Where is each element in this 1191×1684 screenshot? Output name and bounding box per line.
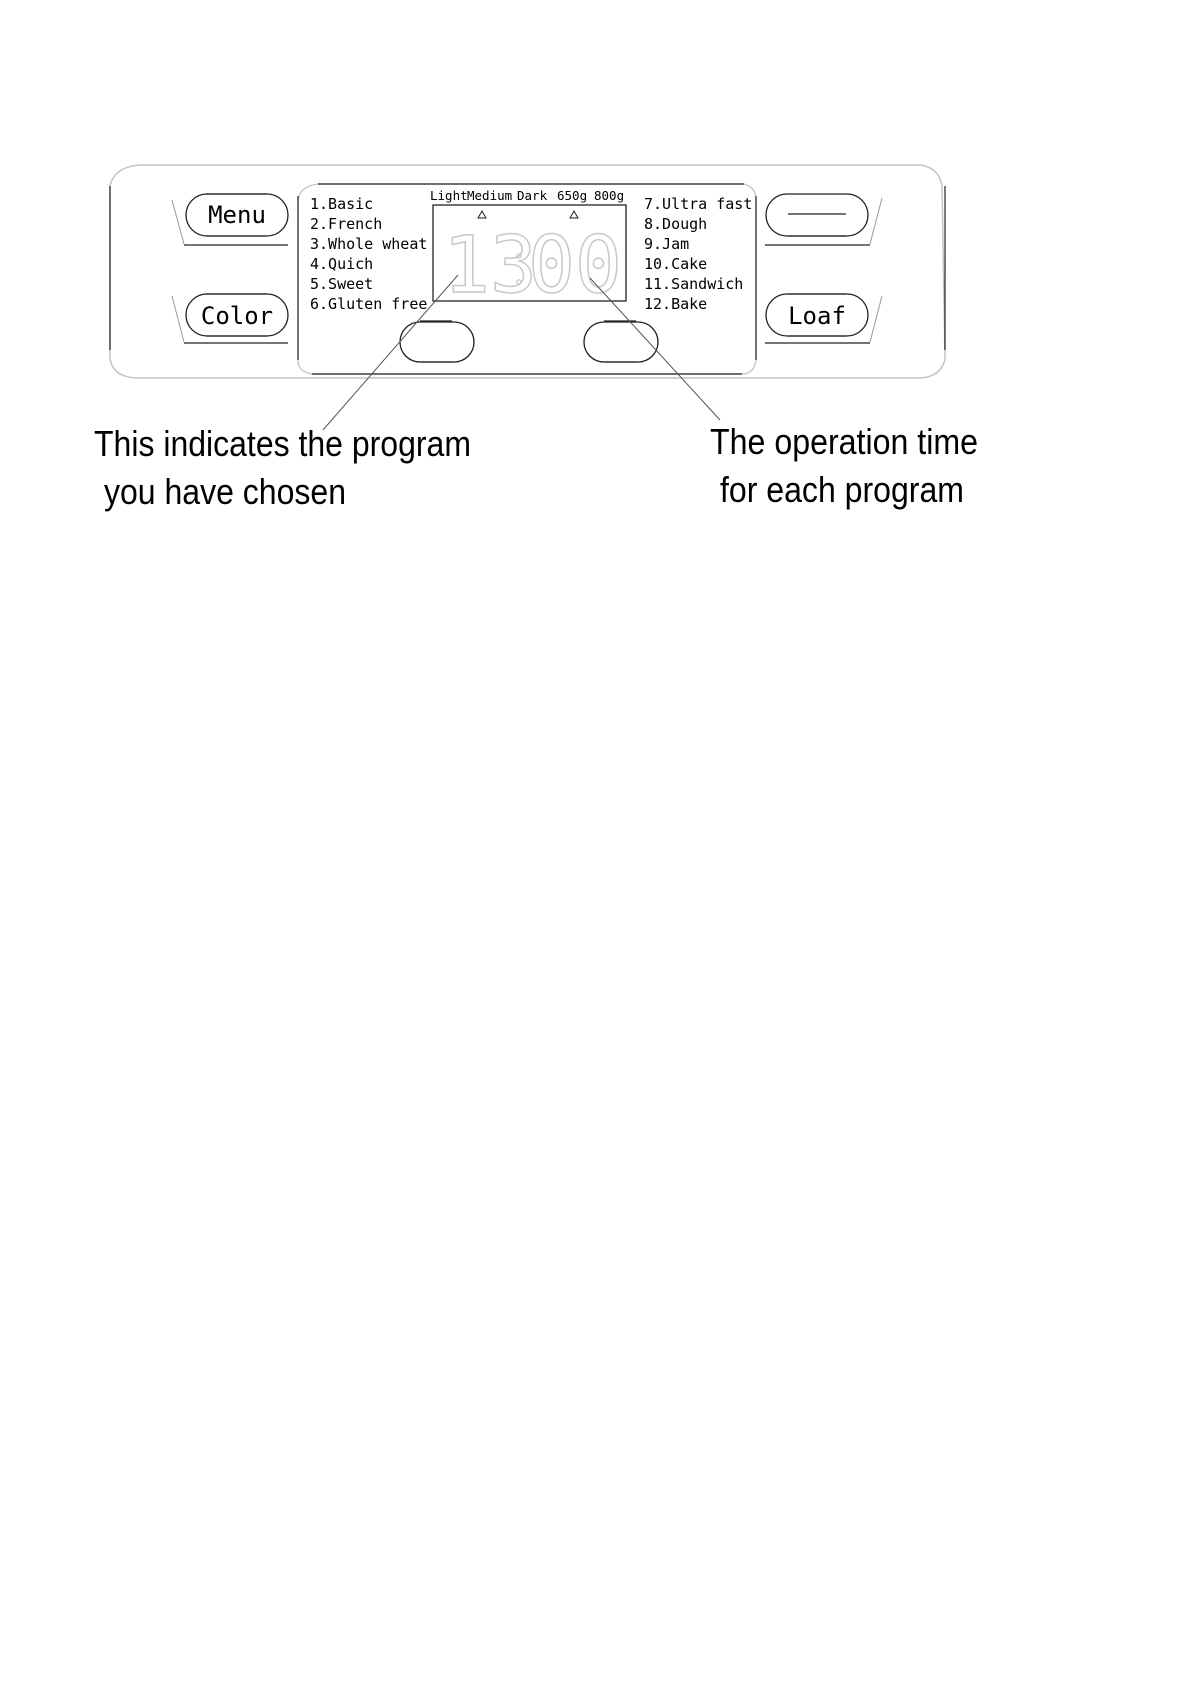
loaf-button[interactable] xyxy=(766,294,868,336)
menu-bevel-left xyxy=(172,200,184,244)
color-button[interactable] xyxy=(186,294,288,336)
program-item: 6.Gluten free xyxy=(310,295,428,313)
program-item: 3.Whole wheat xyxy=(310,235,428,253)
program-item: 10.Cake xyxy=(644,255,708,273)
weight-label-650g: 650g xyxy=(557,188,588,203)
color-button-label: Color xyxy=(200,302,274,330)
program-item: 8.Dough xyxy=(644,215,708,233)
program-list-left xyxy=(310,195,427,313)
program-item: 11.Sandwich xyxy=(644,275,744,293)
crust-label-medium: Medium xyxy=(467,188,513,203)
loaf-button-label: Loaf xyxy=(788,302,846,330)
callout-right-line-1: The operation time xyxy=(710,421,978,462)
top-right-button[interactable] xyxy=(766,194,868,236)
menu-button[interactable] xyxy=(186,194,288,236)
medium-indicator-triangle xyxy=(478,211,486,218)
program-item: 1.Basic xyxy=(310,195,374,213)
program-item: 2.French xyxy=(310,215,383,233)
crust-label-dark: Dark xyxy=(517,188,548,203)
menu-button-label: Menu xyxy=(208,201,266,229)
color-bevel-left xyxy=(172,296,184,342)
callout-right-line-2: for each program xyxy=(720,469,964,510)
bottom-left-oval-button[interactable] xyxy=(400,321,474,362)
top-right-bevel xyxy=(870,198,882,244)
callout-left-line-2: you have chosen xyxy=(104,471,346,512)
program-item: 7.Ultra fast xyxy=(644,195,753,213)
program-item: 5.Sweet xyxy=(310,275,374,293)
callout-left xyxy=(94,423,471,512)
callout-left-line-1: This indicates the program xyxy=(94,423,471,464)
crust-label-light: Light xyxy=(430,188,468,203)
bottom-right-oval-button[interactable] xyxy=(584,321,658,362)
program-item: 4.Quich xyxy=(310,255,374,273)
callout-right xyxy=(710,421,978,510)
650g-indicator-triangle xyxy=(570,211,578,218)
display-labels xyxy=(430,188,624,203)
loaf-bevel xyxy=(870,296,882,342)
weight-label-800g: 800g xyxy=(594,188,625,203)
time-digits: 00 xyxy=(528,221,622,311)
program-number-digits: 13 xyxy=(443,221,537,311)
program-item: 9.Jam xyxy=(644,235,690,253)
program-item: 12.Bake xyxy=(644,295,708,313)
program-list-right xyxy=(644,195,752,313)
